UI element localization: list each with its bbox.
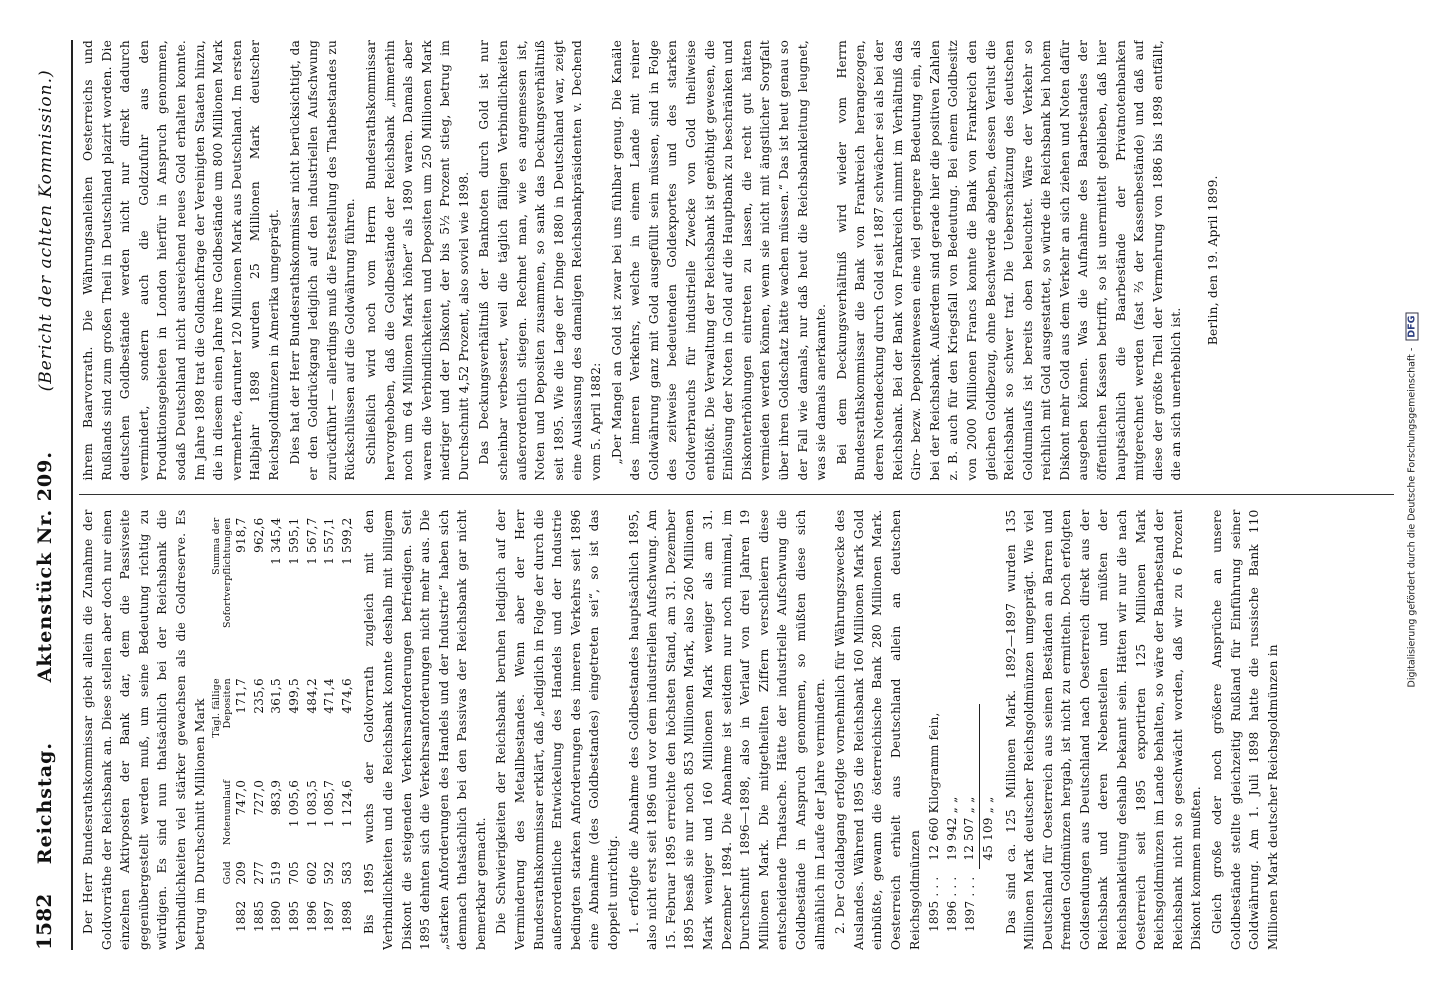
table-cell: 1895 [286, 900, 301, 932]
table-row [251, 510, 269, 941]
signature-date: Berlin, den 19. April 1899. [1206, 175, 1221, 346]
table-cell: 1885 [251, 900, 266, 932]
table-row [268, 510, 286, 941]
table-row [286, 510, 304, 941]
table-total: 45 109 „ „ [979, 704, 997, 868]
right-column [79, 40, 1394, 495]
running-title-center: Aktenstück Nr. 209. [34, 451, 56, 683]
paragraph: ihrem Baarvorrath. Die Währungsanleihen Oesterreichs und Rußlands sind zum großen Theil in Deutschland plazirt worden. Die deutschen Goldbestände werden nicht nur direkt dadurch vermindert, sondern auch die Goldzufuhr aus den Produktionsgebieten in London hierfür in Anspruch genommen, sodaß Deutschland nicht ausreichend neues Gold erhalten konnte. Im Jahre 1898 trat die Goldnachfrage der Vereinigten Staaten hinzu, die in diesem einen Jahre ihre Goldbestände um 800 Millionen Mark vermehrte, darunter 120 Millionen Mark aus Deutschland. Im ersten Halbjahr 1898 wurden 25 Millionen Mark deutscher Reichsgoldmünzen in Amerika umgeprägt. [81, 40, 281, 481]
paragraph: Der Herr Bundesrathskommissar giebt allein die Zunahme der Goldvorräthe der Reichsbank an. Diese stellen aber doch nur einen einzelnen Aktivposten der Bank dar, dem die Passivseite gegenübergestellt werden muß, um seine Bedeutung richtig zu würdigen. Es sind nun thatsächlich bei der Reichsbank die Verbindlichkeiten viel stärker gewachsen als die Goldreserve. Es betrug im Durchschnitt Millionen Mark [81, 509, 207, 950]
table-header: Tägl. fällige Depositen [211, 678, 234, 738]
page-content [32, 40, 1394, 950]
paragraph: Die Schwierigkeiten der Reichsbank beruhen lediglich auf der Verminderung des Metallbestandes. Wenn aber der Herr Bundesrathskommissar erklärt, daß „lediglich in Folge der durch die außerordentliche Entwickelung des Handels und der Industrie bedingten starken Anforderungen des inneren Verkehrs seit 1896 eine Abnahme (des Goldbestandes) eingetreten sei“, so ist das doppelt unrichtig. [494, 509, 621, 950]
table-cell: 499,5 [286, 678, 301, 714]
table-cell: 19 942 „ „ [944, 796, 959, 861]
table-row [233, 510, 251, 941]
table-cell: 1896 . . . [944, 876, 959, 932]
running-title-left: Reichstag. [34, 742, 56, 865]
paragraph: „Der Mangel an Gold ist zwar bei uns fühlbar genug. Die Kanäle des inneren Verkehrs, welche in einem Lande mit reiner Goldwährung ganz mit Gold ausgefüllt sein müssen, sind in Folge des zeitweise bedeutenden Goldexportes und des starken Goldverbrauchs für industrielle Zwecke von Gold theilweise entblößt. Die Verwaltung der Reichsbank ist genöthigt gewesen, die Einlösung der Noten in Gold auf die Hauptbank zu beschränken und Diskonterhöhungen eintreten zu lassen, die recht gut hätten vermieden werden können, wenn sie nicht mit ängstlicher Sorgfalt über ihren Goldschatz hätte wachen müssen.“ Das ist heut genau so der Fall wie damals, nur daß heut die Reichsbankleitung leugnet, was sie damals anerkannte. [609, 40, 829, 481]
table-cell: 209 [234, 861, 249, 885]
table-cell: 602 [304, 861, 319, 885]
table-cell: 277 [251, 861, 266, 885]
table-row [321, 510, 339, 941]
table-cell: 171,7 [234, 678, 249, 714]
paragraph: Bis 1895 wuchs der Goldvorrath zugleich mit den Verbindlichkeiten und die Reichsbank konnte deshalb mit billigem Diskont die steigenden Verkehrsanforderungen befriedigen. Seit 1895 dehnten sich die Verkehrsanforderungen nicht mehr aus. Die „starken Anforderungen des Handels und der Industrie“ haben sich demnach thatsächlich bei den Passivas der Reichsbank gar nicht bemerkbar gemacht. [362, 509, 488, 950]
table-row [961, 704, 979, 940]
table-cell: 983,9 [269, 779, 284, 816]
table-header: Summa der Sofortverpflichtungen [211, 517, 234, 629]
paragraph: Das Deckungsverhältniß der Banknoten durch Gold ist nur scheinbar verbessert, weil die täglich fälligen Verbindlichkeiten außerordentlich stiegen. Rechnet man, wie es angemessen ist, Noten und Depositen zusammen, so sank das Deckungsverhältniß seit 1895. Wie die Lage der Dinge 1880 in Deutschland war, zeigt eine Auslassung des damaligen Reichsbankpräsidenten v. Dechend vom 5. April 1882: [477, 40, 604, 481]
table-cell: 705 [286, 861, 301, 885]
table-cell: 1 345,4 [269, 517, 284, 565]
table-cell: 1898 [339, 900, 354, 932]
table-cell: 1 567,7 [304, 517, 319, 565]
table-cell: 1897 . . . [962, 876, 977, 932]
table-header-row [211, 510, 233, 941]
table-cell: 1 085,7 [322, 779, 337, 828]
table-cell: 1895 . . . [927, 876, 942, 932]
table-cell: 1 599,2 [339, 517, 354, 565]
paragraph: Schließlich wird noch vom Herrn Bundesrathskommissar hervorgehoben, daß die Goldbestände der Reichsbank „immerhin noch um 64 Millionen Mark höher“ als 1890 waren. Damals aber waren die Verbindlichkeiten und Depositen um 250 Millionen Mark niedriger und der Diskont, der bis 5½ Prozent stieg, betrug im Durchschnitt 4,52 Prozent, also soviel wie 1898. [363, 40, 471, 481]
table-cell: 747,0 [234, 779, 249, 816]
table-header: Gold [222, 861, 234, 885]
table-cell: 235,6 [251, 678, 266, 714]
table-cell: 727,0 [251, 779, 266, 816]
paragraph: 1. erfolgte die Abnahme des Goldbestandes hauptsächlich 1895, also nicht erst seit 1896 und vor dem industriellen Aufschwung. Am 15. Februar 1895 erreichte den höchsten Stand, am 31. Dezember 1895 besaß sie nur noch 853 Millionen Mark, also 260 Millionen Mark weniger und 160 Millionen Mark weniger als am 31. Dezember 1894. Die Abnahme ist seitdem nur noch minimal, im Durchschnitt 1896—1898, also in Verlauf von drei Jahren 19 Millionen Mark. Die mitgetheilten Ziffern verschleiern diese entscheidende Thatsache. Hätte der industrielle Aufschwung die Goldbestände in Anspruch genommen, so müßten diese sich allmählich im Laufe der Jahre vermindern. [626, 509, 827, 950]
running-title-right: (Bericht der achten Kommission.) [36, 69, 56, 392]
table-cell: 1896 [304, 900, 319, 932]
table-cell: 962,6 [251, 517, 266, 553]
left-column [79, 496, 1394, 951]
table-row [339, 510, 357, 941]
table-cell: 1 095,6 [286, 779, 301, 828]
running-header [32, 40, 73, 950]
credit-text: Digitalisierung gefördert durch die Deutsche Forschungsgemeinschaft - [1406, 347, 1418, 688]
running-title [36, 40, 56, 894]
digitization-credit [1407, 313, 1418, 688]
dfg-logo: DFG [1406, 313, 1419, 341]
table-cell: 1882 [234, 900, 249, 932]
table-header [211, 893, 233, 940]
gold-liabilities-table [211, 510, 356, 941]
paragraph: 2. Der Goldabgang erfolgte vornehmlich für Währungszwecke des Auslandes. Während 1895 die Reichsbank 160 Millionen Mark Gold einbüßte, gewann die österreichische Bank 280 Millionen Mark. Oesterreich erhielt aus Deutschland allein an deutschen Reichsgoldmünzen [833, 509, 922, 950]
table-cell: 1 124,6 [339, 779, 354, 828]
table-cell: 592 [322, 861, 337, 885]
table-cell: 519 [269, 861, 284, 885]
column-divider [79, 495, 1394, 496]
table-cell: 918,7 [234, 517, 249, 553]
table-total-row [979, 704, 997, 940]
page-number: 1582 [32, 893, 56, 950]
table-row [304, 510, 322, 941]
table-cell: 361,5 [269, 678, 284, 714]
table-cell: 583 [339, 861, 354, 885]
table-row [926, 704, 944, 940]
gold-export-table [926, 704, 997, 940]
paragraph: Das sind ca. 125 Millionen Mark. 1892—1897 wurden 135 Millionen Mark deutscher Reichsgoldmünzen umgeprägt. Wie viel Deutschland für Oesterreich aus seinen Beständen an Barren und fremden Goldmünzen hergab, ist nicht zu ermitteln. Doch erfolgten Goldsendungen aus Deutschland nach Oesterreich direkt aus der Reichsbank und deren Nebenstellen und müßten der Reichsbankleitung deshalb bekannt sein. Hätten wir nur die nach Oesterreich seit 1895 exportirten 125 Millionen Mark Reichsgoldmünzen im Lande behalten, so wäre der Baarbestand der Reichsbank nicht so geschwächt worden, daß wir zu 6 Prozent Diskont kommen mußten. [1003, 509, 1204, 950]
table-row [944, 704, 962, 940]
table-cell: 12 660 Kilogramm fein, [927, 712, 942, 861]
table-cell: 1 557,1 [322, 517, 337, 565]
table-cell: 12 507 „ „ [962, 796, 977, 861]
table-cell: 1 595,1 [286, 517, 301, 565]
paragraph: Gleich große oder noch größere Ansprüche an unsere Goldbestände stellte gleichzeitig Rußland für Einführung seiner Goldwährung. Am 1. Juli 1898 hatte die russische Bank 110 Millionen Mark deutscher Reichsgoldmünzen in [1210, 509, 1280, 950]
table-cell: 1 083,5 [304, 779, 319, 828]
table-cell: 1890 [269, 900, 284, 932]
table-cell: 1897 [322, 900, 337, 932]
table-header: Notenumlauf [222, 779, 234, 846]
table-cell: 484,2 [304, 678, 319, 714]
table-cell: 474,6 [339, 678, 354, 714]
paragraph: Dies hat der Herr Bundesrathskommissar nicht berücksichtigt, da er den Goldrückgang lediglich auf den industriellen Aufschwung zurückführt — allerdings muß die Feststellung des Thatbestandes zu Rückschlüssen auf die Goldwährung führen. [287, 40, 358, 481]
table-cell: 471,4 [322, 678, 337, 714]
paragraph: Bei dem Deckungsverhältniß wird wieder vom Herrn Bundesrathskommissar die Bank von Frankreich herangezogen, deren Notendeckung durch Gold seit 1887 schwächer sei als bei der Reichsbank. Bei der Bank von Frankreich nimmt im Verhältniß das Giro- bezw. Depositenwesen eine viel geringere Bedeutung ein, als bei der Reichsbank. Außerdem sind gerade hier die positiven Zahlen z. B. auch für den Kriegsfall von Bedeutung. Bei einem Goldbesitz von 2000 Millionen Francs konnte die Bank von Frankreich den gleichen Goldbezug, ohne Beschwerde abgeben, dessen Verlust die Reichsbank so schwer traf. Die Ueberschätzung des deutschen Goldumlaufs ist bereits oben beleuchtet. Wäre der Verkehr so reichlich mit Gold ausgestattet, so würde die Reichsbank bei hohem Diskont mehr Gold aus dem Verkehr an sich ziehen und Noten dafür ausgeben können. Was die Aufnahme des Baarbestandes der öffentlichen Kassen betrifft, so ist unermittelt geblieben, daß hier hauptsächlich die Baarbestände der Privatnotenbanken mitgerechnet werden (fast ⅔ der Kassenbestände) und daß auf diese der größte Theil der Vermehrung von 1886 bis 1898 entfällt, die an sich unerheblich ist. [834, 40, 1184, 481]
text-columns [79, 40, 1394, 950]
